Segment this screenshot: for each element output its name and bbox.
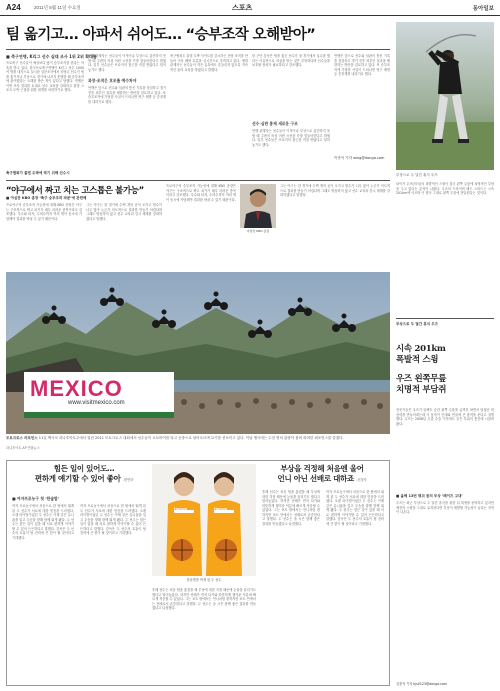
section-rule [6, 180, 390, 181]
article-subhead: ■ 축구연맹, K리그 선수 실태 조사 1위 2위 확대를 [6, 54, 97, 59]
article-subhead-2: 축구협회가 불법 도박에 막기 위해 선수시 [6, 171, 70, 175]
newspaper-name: 동아일보 [472, 6, 494, 12]
side-headline [396, 344, 446, 396]
person-photo-caption: 야심찬 KBO 총장 [246, 229, 270, 233]
side-body-2: 우즈는 최근 부상으로 두 달간 휴식을 취한 뒤 복귀를 준비하고 있지만 예전의 스윙을 그대로 유지한다면 부상이 재발할 가능성이 높다는 지적이 나온다. [396, 501, 494, 514]
bottom-right-column-1: 후배 선수는 처음 팀을 옮겼을 때 부상에 대한 걱정 때문에 눈물을 흘리기도 했다고 털어놓았다. 하지만 선배가 먼저 다가와 따뜻하게 챙겨준 덕분에 빠르게 적응할 수 있었다. 그는 코트 밖에서는 언니처럼 편하지만 코트 안에서는 선배로서 존중한다고 말했다. 두 선수는 올 시즌 함께 좋은 결과를 만들겠다고 다짐했다. [262, 490, 320, 526]
side-intro-text: 타이거 우즈(미국)의 폭발적인 스윙이 결국 왼쪽 무릎에 치명적인 부담을 주고 있다는 분석이 나왔다. 우즈의 드라이버 헤드 스피드는 시속 201km에 이르며 이 힘이 그대로 왼쪽 무릎에 전달된다는 것이다. [396, 182, 494, 195]
left-quote-line-2 [24, 474, 144, 485]
photo-caption-title: 모토크로스 퍼포먼스 [6, 436, 38, 440]
page-number: A24 [6, 3, 21, 12]
bottom-center-column: 후배 선수는 처음 팀을 옮겼을 때 부상에 대한 걱정 때문에 눈물을 흘리기도 했다고 털어놓았다. 하지만 선배가 먼저 다가와 따뜻하게 챙겨준 덕분에 빠르게 적응할 수 있었다. 그는 코트 밖에서는 언니처럼 편하지만 코트 안에서는 선배로서 존중한다고 말했다. 두 선수는 올 시즌 함께 좋은 결과를 만들겠다고 다짐했다. [152, 588, 256, 610]
players-illustration [152, 464, 256, 576]
motocross-scene [6, 272, 390, 434]
right-quote-title [262, 464, 382, 485]
right-quote-line-1: 부상을 걱정해 처음엔 울어 [280, 464, 364, 473]
mexico-banner-logo: MEXICO [30, 376, 123, 401]
bottom-left-column-2: 여자 프로농구에서 처음으로 한 팀에서 뛰게 된 두 선수가 서로에 대한 믿음을 드러냈다. 오랜 라이벌이었던 두 선수는 이제 같은 유니폼을 입고 우승을 향해 함께 뛰게 됐다. 두 선수는 힘든 일이 있을 때 서로 편하게 이야기할 수 있어 든든하다고 말했다. 감독은 두 선수의 호흡이 팀 전력에 큰 힘이 될 것이라고 기대했다. [80, 504, 146, 535]
main-headline: 팀 옮기고… 아파서 쉬어도… “승부조작 오해받아” [6, 27, 316, 43]
photo-caption-text: 11일 멕시코 과나후아토주에서 열린 2011 모토크로스 대회에서 선수들이 오토바이를 타고 공중으로 날아오르며 묘기를 선보이고 있다. 이날 행사에는 수천 명의 관중이 몰려 화려한 퍼포먼스를 즐겼다. [38, 436, 344, 440]
headline-rule [6, 49, 390, 50]
side-headline-line-4: 치명적 부담쥐 [396, 385, 447, 395]
article-column-1: 프로축구 선수들이 예상보다 많이 승부조작을 한다는 의혹을 받고 있다. 한국프로축구연맹이 K리그 선수 1000여 명을 대상으로 실시한 설문조사에서 상당수 선수가 팀을 옮기거나 부상으로 경기에 나서지 못했을 때 승부조작에 관여했다는 오해를 받은 적이 있다고 답했다. 연맹은 이번 조사 결과를 토대로 선수 교육을 강화하고 불법 스포츠 도박 근절을 위한 대책을 마련하기로 했다. [6, 61, 84, 92]
jersey-text-2: Hanwa [214, 506, 227, 511]
right-quote-text-2: 언니 아닌 선배로 대하죠 [277, 474, 354, 483]
left-quote-text-2: 편하게 얘기할 수 있어 좋아 [34, 474, 121, 483]
basketball-photo-caption: 한솥밥을 먹게 된 두 선수 [186, 578, 222, 582]
photo-credit: 과나후아토 AP 연합뉴스 [6, 446, 40, 450]
golf-swing-illustration [396, 22, 494, 170]
article-column-3: 축구협회도 불법 도박 사이트를 감시하는 전담 조직을 만들어 이상 베팅 흐름을 실시간으로 추적하고 있다. 협회 관계자는 선수들이 작은 유혹에도 흔들리지 않도록 지속적인 윤리 교육을 하겠다고 말했다. [170, 54, 248, 72]
article-column-2a: 연맹 관계자는 선수들이 이적이나 부상으로 출전하지 못할 때 주변의 의심 어린 시선을 가장 힘들어한다고 밝혔다. 일부 선수들은 브로커의 접근을 직접 받았다고 털어놓기도 했다. [88, 54, 166, 72]
photo-caption [6, 436, 390, 441]
side-body-1: 전문가들은 우즈가 임팩트 순간 왼쪽 무릎을 급격히 펴면서 엄청난 회전력을 만들어내는데 이 동작이 인대와 연골에 큰 충격을 준다고 설명했다. 우즈는 2008년 무릎 수술 이후에도 같은 부위의 통증에 시달려 왔다. [396, 408, 494, 426]
side-headline-line-1: 시속 201km [396, 344, 446, 354]
left-quote-speaker: -변연하 [122, 478, 134, 482]
article-column-4a: 한 구단 감독은 팀을 옮긴 선수가 첫 경기에서 실수를 했다는 이유만으로 의심을 받는 것은 부당하다며 선수들을 보호할 장치가 필요하다고 강조했다. [252, 54, 330, 67]
jersey-text-1: Hanwa [174, 506, 187, 511]
right-quote-line-2 [262, 474, 382, 485]
section-title: 스포츠 [232, 4, 253, 12]
quote-column-1: 프로야구의 승부조작 가능성에 대해 KBO 총장은 야구는 구조적으로 짜고 치기가 매우 어려운 종목이라고 강조했다. 투수와 타자, 수비수까지 여러 명이 동시에 가담해야 결과를 바꿀 수 있기 때문이다. [6, 203, 82, 221]
left-quote-title [24, 464, 144, 485]
bottom-left-column-1: 여자 프로농구에서 처음으로 한 팀에서 뛰게 된 두 선수가 서로에 대한 믿음을 드러냈다. 오랜 라이벌이었던 두 선수는 이제 같은 유니폼을 입고 우승을 향해 함께 뛰게 됐다. 두 선수는 힘든 일이 있을 때 서로 편하게 이야기할 수 있어 든든하다고 말했다. 감독은 두 선수의 호흡이 팀 전력에 큰 힘이 될 것이라고 기대했다. [12, 504, 74, 540]
golf-swing-photo [396, 22, 494, 170]
quote-column-2: 그는 야구는 한 경기에 수백 개의 공이 오가고 변수가 너무 많아 누군가 의도적으로 결과를 만들기 어렵다며 그래도 방심하지 않고 선수 교육과 감시 체계를 강화하겠다고 말했다. [86, 203, 162, 221]
left-quote-line-1: 힘든 일이 있어도… [53, 464, 115, 473]
kbo-official-photo [240, 184, 276, 228]
golf-photo-caption: 부상으로 두 달간 휴식 우즈 [396, 173, 438, 177]
basketball-players-photo [152, 464, 256, 576]
pullquote-headline: “야구에서 짜고 치는 고스톱은 불가능” [6, 186, 144, 196]
article-byline: 이종석 기자 wing@donga.com [334, 156, 385, 160]
person-portrait [240, 184, 276, 228]
bottom-right-column-2: 여자 프로농구에서 처음으로 한 팀에서 뛰게 된 두 선수가 서로에 대한 믿음을 드러냈다. 오랜 라이벌이었던 두 선수는 이제 같은 유니폼을 입고 우승을 향해 함께 뛰게 됐다. 두 선수는 힘든 일이 있을 때 서로 편하게 이야기할 수 있어 든든하다고 말했다. 감독은 두 선수의 호흡이 팀 전력에 큰 힘이 될 것이라고 기대했다. [326, 490, 384, 526]
side-headline-line-2: 폭발적 스윙 [396, 355, 439, 365]
side-headline-line-3: 우즈 왼쪽무릎 [396, 374, 447, 384]
page-header [0, 0, 500, 16]
side-byline: 김종석 기자 kjs0123@donga.com [396, 682, 447, 686]
motocross-photo [6, 272, 390, 434]
side-kicker: 부상으로 두 달간 휴식 우즈 [396, 322, 439, 326]
bottom-subhead: ■ 여자프로농구 첫 ‘한솥밥’ [12, 496, 60, 501]
side-rule [396, 318, 494, 319]
mexico-banner-url: www.visitmexico.com [68, 400, 125, 406]
article-subhead-4: 선수·심판 통제 새로운 구조 [252, 121, 298, 126]
article-subhead-3: 과장-조작은 호조를 예수처야 [88, 78, 137, 83]
side-subhead: ■ 올해 13번 평위 꿈의 부상 ‘페이즈 고대’ [396, 494, 463, 498]
article-column-2b: 연맹은 앞으로 선수와 심판의 통신 기록을 점검하고 경기 전후 외부인 접촉을 제한하는 방안을 검토하고 있다. 또 승부조작에 가담한 사실이 드러나면 영구 제명 등 중징계를 내리기로 했다. [88, 86, 166, 104]
quote-column-3: 프로야구의 승부조작 가능성에 대해 KBO 총장은 야구는 구조적으로 짜고 치기가 매우 어려운 종목이라고 강조했다. 투수와 타자, 수비수까지 여러 명이 동시에 가담해야 결과를 바꿀 수 있기 때문이다. [166, 184, 236, 202]
quote-column-4: 그는 야구는 한 경기에 수백 개의 공이 오가고 변수가 너무 많아 누군가 의도적으로 결과를 만들기 어렵다며 그래도 방심하지 않고 선수 교육과 감시 체계를 강화하겠다고 말했다. [280, 184, 390, 197]
right-quote-speaker: -신정자 [356, 478, 367, 482]
article-column-4b: 연맹 관계자는 선수들이 이적이나 부상으로 출전하지 못할 때 주변의 의심 어린 시선을 가장 힘들어한다고 밝혔다. 일부 선수들은 브로커의 접근을 직접 받았다고 털어놓기도 했다. [252, 129, 330, 147]
issue-date: 2011년 5월 11일 수요일 [34, 5, 81, 10]
article-column-5: 연맹은 앞으로 선수와 심판의 통신 기록을 점검하고 경기 전후 외부인 접촉을 제한하는 방안을 검토하고 있다. 또 승부조작에 가담한 사실이 드러나면 영구 제명 등 중징계를 내리기로 했다. [334, 54, 390, 76]
quote-subhead: ■ 야심찬 KBO 총장 ‘축구 승부조작 파문’에 관련해 [6, 196, 87, 200]
